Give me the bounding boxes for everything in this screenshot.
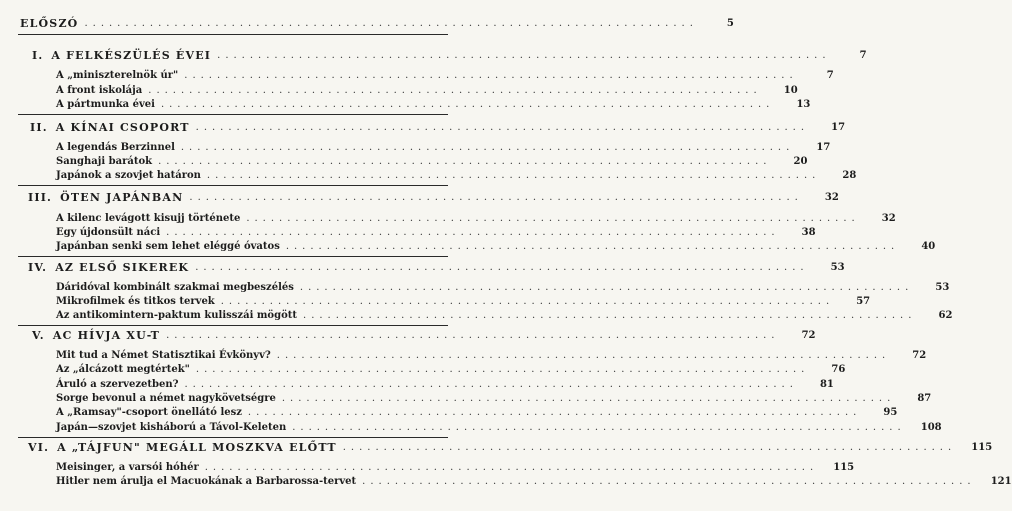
page-number: 20: [793, 156, 808, 167]
chapter-title: V. AC HÍVJA XU-T: [32, 329, 161, 342]
toc-entry: [0, 97, 811, 111]
dot-leader: ...........................................................................: [362, 476, 976, 487]
toc-chapter-3: [0, 190, 839, 204]
toc-entry: [0, 280, 950, 294]
toc-entry: [0, 211, 896, 225]
chapter-number: II.: [30, 121, 48, 134]
toc-chapter-1: [0, 48, 867, 62]
entry-title: Hitler nem árulja el Macuokának a Barbarossa-tervet: [56, 476, 357, 487]
dot-leader: ...........................................................................: [148, 85, 762, 96]
page-number: 53: [935, 282, 950, 293]
dot-leader: ...........................................................................: [247, 407, 862, 418]
entry-title: Mikrofilmek és titkos tervek: [56, 296, 215, 307]
page-number: 121: [990, 476, 1012, 487]
dot-leader: ...........................................................................: [180, 142, 795, 153]
page-number: 10: [783, 85, 798, 96]
entry-title: Áruló a szervezetben?: [56, 379, 179, 390]
dot-leader: ...........................................................................: [303, 310, 917, 321]
chapter-number: VI.: [28, 441, 50, 454]
entry-title: A legendás Berzinnel: [56, 142, 175, 153]
entry-title: Az antikomintern-paktum kulisszái mögött: [56, 310, 298, 321]
dot-leader: ...........................................................................: [84, 18, 698, 29]
dot-leader: ...........................................................................: [285, 241, 900, 252]
page-number: 76: [831, 364, 846, 375]
entry-title: Mit tud a Német Statisztikai Évkönyv?: [56, 350, 271, 361]
toc-entry: [0, 348, 927, 362]
toc-entry: [0, 83, 798, 97]
toc-preface: [0, 16, 734, 30]
dot-leader: ...........................................................................: [195, 262, 809, 273]
toc-entry: [0, 239, 936, 253]
divider: [18, 114, 448, 115]
toc-chapter-5: [0, 328, 816, 342]
entry-title: Japánban senki sem lehet eléggé óvatos: [56, 241, 280, 252]
entry-title: A „miniszterelnök úr": [56, 70, 179, 81]
dot-leader: ...........................................................................: [195, 364, 810, 375]
dot-leader: ...........................................................................: [292, 422, 906, 433]
toc-entry: [0, 225, 816, 239]
entry-title: Japánok a szovjet határon: [56, 170, 201, 181]
entry-title: A pártmunka évei: [56, 99, 155, 110]
divider: [18, 34, 448, 35]
page-number: 95: [883, 407, 898, 418]
toc-entry: [0, 377, 834, 391]
page-number: 13: [796, 99, 811, 110]
page-number: 7: [826, 70, 834, 81]
toc-chapter-2: [0, 120, 846, 134]
chapter-number: I.: [32, 49, 44, 62]
toc-entry: [0, 391, 932, 405]
entry-title: A „Ramsay"-csoport önellátó lesz: [56, 407, 242, 418]
toc-entry: [0, 405, 898, 419]
page-number: 17: [831, 122, 846, 133]
dot-leader: ...........................................................................: [276, 350, 891, 361]
page-number: 81: [819, 379, 834, 390]
toc-entry: [0, 460, 855, 474]
page-number: 7: [859, 50, 867, 61]
page-number: 17: [816, 142, 831, 153]
toc-entry: [0, 362, 846, 376]
page-number: 40: [921, 241, 936, 252]
toc-entry: [0, 474, 1012, 488]
toc-entry: [0, 294, 871, 308]
page-number: 38: [801, 227, 816, 238]
toc-entry: [0, 68, 834, 82]
toc-chapter-4: [0, 260, 845, 274]
dot-leader: ...........................................................................: [299, 282, 914, 293]
page-number: 115: [971, 442, 993, 453]
page-number: 28: [842, 170, 857, 181]
page-number: 5: [726, 18, 734, 29]
toc-entry: [0, 308, 953, 322]
dot-leader: ...........................................................................: [158, 156, 772, 167]
toc-entry: [0, 168, 857, 182]
chapter-title: III. ÖTEN JAPÁNBAN: [28, 191, 184, 204]
page-number: 115: [833, 462, 855, 473]
divider: [18, 437, 448, 438]
divider: [18, 325, 448, 326]
dot-leader: ...........................................................................: [246, 213, 860, 224]
toc-entry: [0, 140, 831, 154]
entry-title: Japán—szovjet kisháború a Távol-Keleten: [56, 422, 287, 433]
dot-leader: ...........................................................................: [184, 70, 798, 81]
page-number: 72: [801, 330, 816, 341]
dot-leader: ...........................................................................: [189, 192, 803, 203]
dot-leader: ...........................................................................: [166, 330, 780, 341]
dot-leader: ...........................................................................: [281, 393, 896, 404]
toc-entry: [0, 420, 942, 434]
chapter-title: I. A FELKÉSZÜLÉS ÉVEI: [32, 49, 212, 62]
chapter-title: VI. A „TÁJFUN" MEGÁLL MOSZKVA ELŐTT: [28, 441, 337, 454]
entry-title: Sanghaji barátok: [56, 156, 153, 167]
dot-leader: ...........................................................................: [166, 227, 780, 238]
entry-title: Az „álcázott megtértek": [56, 364, 190, 375]
page-number: 53: [830, 262, 845, 273]
page-number: 72: [912, 350, 927, 361]
dot-leader: ...........................................................................: [342, 442, 957, 453]
toc-entry: [0, 154, 808, 168]
dot-leader: ...........................................................................: [206, 170, 821, 181]
entry-title: Dáridóval kombinált szakmai megbeszélés: [56, 282, 294, 293]
chapter-title: IV. AZ ELSŐ SIKEREK: [28, 261, 190, 274]
entry-title: A kilenc levágott kisujj története: [56, 213, 241, 224]
chapter-number: V.: [32, 329, 45, 342]
divider: [18, 185, 448, 186]
dot-leader: ...........................................................................: [204, 462, 819, 473]
entry-title: Meisinger, a varsói hóhér: [56, 462, 199, 473]
page-number: 108: [920, 422, 942, 433]
page-number: 87: [917, 393, 932, 404]
divider: [18, 256, 448, 257]
toc-chapter-6: [0, 440, 993, 454]
chapter-number: IV.: [28, 261, 48, 274]
dot-leader: ...........................................................................: [217, 50, 831, 61]
dot-leader: ...........................................................................: [160, 99, 775, 110]
chapter-title: II. A KÍNAI CSOPORT: [30, 121, 190, 134]
dot-leader: ...........................................................................: [195, 122, 810, 133]
chapter-number: III.: [28, 191, 53, 204]
entry-title: A front iskolája: [56, 85, 143, 96]
preface-title: ELŐSZÓ: [20, 17, 79, 30]
page-number: 32: [824, 192, 839, 203]
dot-leader: ...........................................................................: [184, 379, 798, 390]
page-number: 62: [938, 310, 953, 321]
page-number: 57: [856, 296, 871, 307]
entry-title: Sorge bevonul a német nagykövetségre: [56, 393, 276, 404]
dot-leader: ...........................................................................: [220, 296, 835, 307]
entry-title: Egy újdonsült náci: [56, 227, 161, 238]
page-number: 32: [881, 213, 896, 224]
